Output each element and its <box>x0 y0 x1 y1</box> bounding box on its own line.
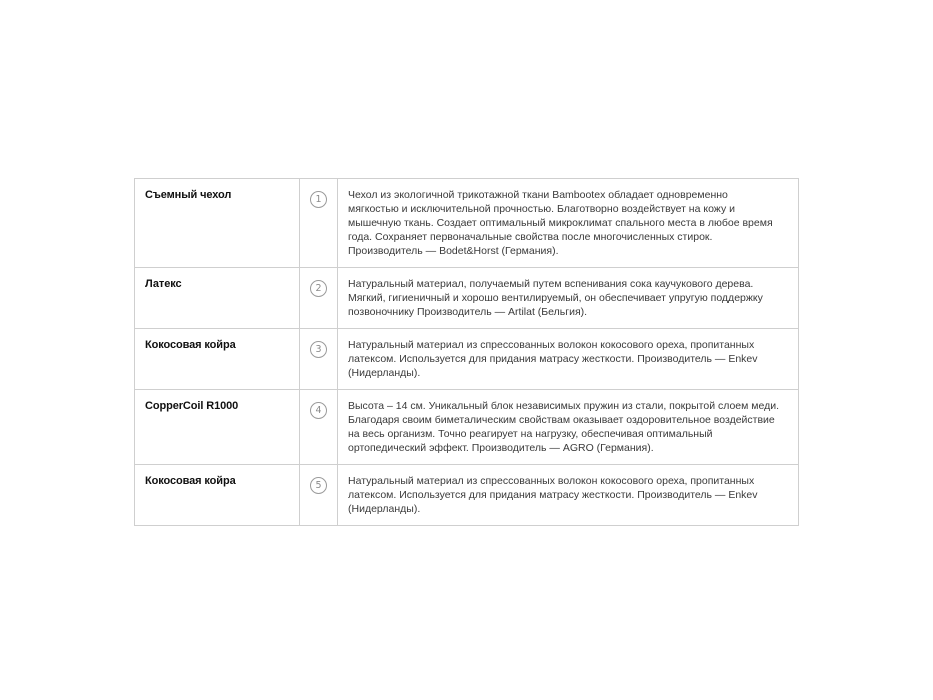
table-row <box>135 268 799 329</box>
layer-number-badge: 2 <box>310 280 327 297</box>
layer-number-badge: 4 <box>310 402 327 419</box>
table-row <box>135 390 799 465</box>
table-row <box>135 465 799 526</box>
mattress-layers-table <box>134 178 799 526</box>
layer-number-badge: 1 <box>310 191 327 208</box>
table-row <box>135 179 799 268</box>
layer-description: Натуральный материал, получаемый путем вспенивания сока каучукового дерева. Мягкий, гигиеничный и хорошо вентилируемый, он обеспечивает упругую поддержку позвоночнику Производитель — Artilat (Бельгия). <box>338 268 799 329</box>
layer-number-badge: 3 <box>310 341 327 358</box>
layer-description: Натуральный материал из спрессованных волокон кокосового ореха, пропитанных латексом. Используется для придания матрасу жесткости. Производитель — Enkev (Нидерланды). <box>338 329 799 390</box>
layer-description: Натуральный материал из спрессованных волокон кокосового ореха, пропитанных латексом. Используется для придания матрасу жесткости. Производитель — Enkev (Нидерланды). <box>338 465 799 526</box>
table-row <box>135 329 799 390</box>
layer-description: Высота – 14 см. Уникальный блок независимых пружин из стали, покрытой слоем меди. Благодаря своим биметалическим свойствам оказывает оздоровительное воздействие на весь организм. Точно реагирует на нагрузку, обеспечивая оптимальный ортопедический эффект. Производитель — AGRO (Германия). <box>338 390 799 465</box>
layer-number-cell <box>300 268 338 329</box>
layer-name: Съемный чехол <box>135 179 300 268</box>
layer-number-cell <box>300 390 338 465</box>
layer-name: Латекс <box>135 268 300 329</box>
layer-number-cell <box>300 465 338 526</box>
layer-description: Чехол из экологичной трикотажной ткани Bambootex обладает одновременно мягкостью и исключительной прочностью. Благотворно воздействует на кожу и мышечную ткань. Создает оптимальный микроклимат спального места в любое время года. Сохраняет первоначальные свойства после многочисленных стирок. Производитель — Bodet&Horst (Германия). <box>338 179 799 268</box>
layer-name: CopperCoil R1000 <box>135 390 300 465</box>
layer-number-cell <box>300 329 338 390</box>
layer-number-cell <box>300 179 338 268</box>
layer-number-badge: 5 <box>310 477 327 494</box>
layer-name: Кокосовая койра <box>135 329 300 390</box>
layer-name: Кокосовая койра <box>135 465 300 526</box>
